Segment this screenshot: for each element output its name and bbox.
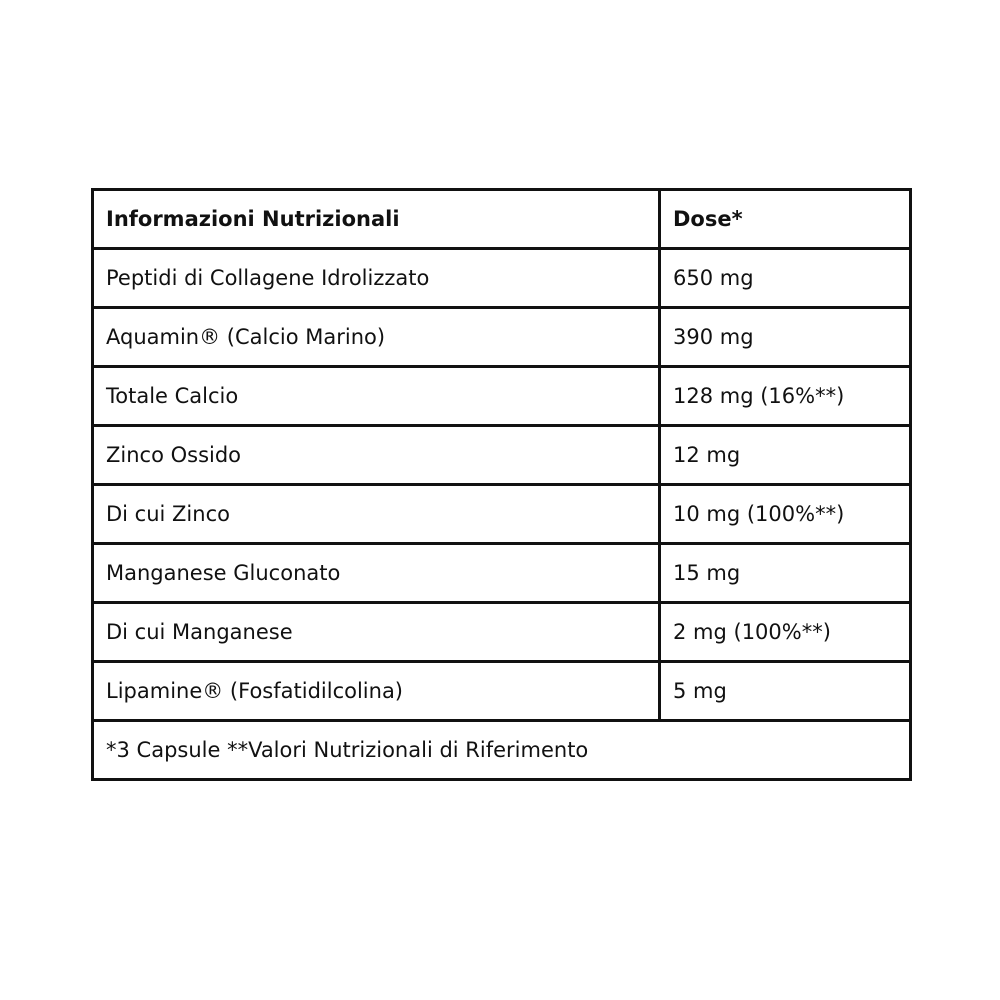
ingredient-name: Manganese Gluconato [93, 544, 660, 603]
footnote: *3 Capsule **Valori Nutrizionali di Riferimento [93, 721, 911, 780]
header-nutrition-info: Informazioni Nutrizionali [93, 190, 660, 249]
ingredient-name: Totale Calcio [93, 367, 660, 426]
table-header-row [93, 190, 911, 249]
ingredient-name: Zinco Ossido [93, 426, 660, 485]
table-row [93, 485, 911, 544]
table-row [93, 367, 911, 426]
ingredient-name: Di cui Zinco [93, 485, 660, 544]
table-row [93, 308, 911, 367]
header-dose: Dose* [660, 190, 911, 249]
ingredient-dose: 128 mg (16%**) [660, 367, 911, 426]
nutrition-table-container [91, 188, 909, 781]
ingredient-name: Aquamin® (Calcio Marino) [93, 308, 660, 367]
ingredient-name: Peptidi di Collagene Idrolizzato [93, 249, 660, 308]
nutrition-table [91, 188, 912, 781]
table-row [93, 544, 911, 603]
table-row [93, 603, 911, 662]
table-row [93, 249, 911, 308]
ingredient-dose: 5 mg [660, 662, 911, 721]
ingredient-dose: 12 mg [660, 426, 911, 485]
ingredient-name: Lipamine® (Fosfatidilcolina) [93, 662, 660, 721]
ingredient-dose: 15 mg [660, 544, 911, 603]
ingredient-dose: 650 mg [660, 249, 911, 308]
ingredient-name: Di cui Manganese [93, 603, 660, 662]
ingredient-dose: 390 mg [660, 308, 911, 367]
ingredient-dose: 10 mg (100%**) [660, 485, 911, 544]
footnote-row [93, 721, 911, 780]
ingredient-dose: 2 mg (100%**) [660, 603, 911, 662]
table-row [93, 662, 911, 721]
table-row [93, 426, 911, 485]
